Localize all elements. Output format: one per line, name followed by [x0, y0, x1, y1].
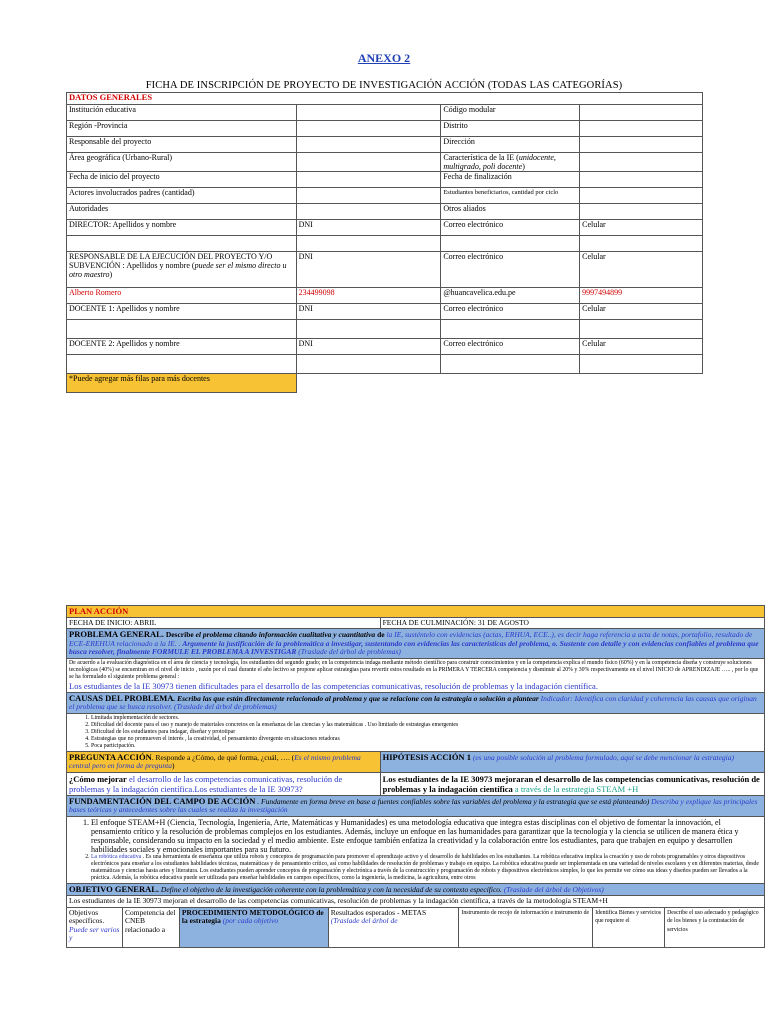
causes-list	[67, 713, 765, 751]
formulated-problem: Los estudiantes de la IE 30973 tienen dificultades para el desarrollo de las competencias comunicativas, resolución de problemas y la indagación científica.	[69, 680, 598, 691]
label-executor-email: Correo electrónico	[441, 252, 580, 288]
label-teacher-1-dni: DNI	[296, 304, 441, 320]
label-responsible: Responsable del proyecto	[67, 137, 297, 153]
field-authorities[interactable]	[296, 204, 441, 220]
label-director-email: Correo electrónico	[441, 220, 580, 236]
field-teacher-1-email[interactable]	[441, 320, 580, 339]
label-other-allies: Otros aliados	[441, 204, 580, 220]
label-director: DIRECTOR: Apellidos y nombre	[67, 220, 297, 236]
field-address[interactable]	[580, 137, 703, 153]
cause-item: 1. Limitada implementación de sectores.	[91, 715, 762, 722]
foundation-header: FUNDAMENTACIÓN DEL CAMPO DE ACCIÓN . Fundamente en forma breve en base a fuentes confiables sobre las variables del problema y la estrategia que se está planteando) Describa y explique las principales bases teóricas y antecedentes sobre las cuales se realiza la investigación	[67, 795, 765, 816]
cause-item: 5. Poca participación.	[91, 743, 762, 750]
label-end-date: Fecha de finalización	[441, 172, 580, 188]
action-plan-header: PLAN ACCIÓN	[67, 606, 765, 618]
label-teacher-2-email: Correo electrónico	[441, 339, 580, 355]
cause-item: 2. Dificultad del docente para el uso y manejo de materiales concretos en la enseñanza de las ciencias y las matemáticas . Uso limitado de estrategias emergentes	[91, 722, 762, 729]
label-director-dni: DNI	[296, 220, 441, 236]
field-actors[interactable]	[296, 188, 441, 204]
foundation-body	[67, 816, 765, 883]
field-district[interactable]	[580, 121, 703, 137]
label-actors: Actores involucrados padres (cantidad)	[67, 188, 297, 204]
general-objective-body: Los estudiantes de la IE 30973 mejoran el desarrollo de las competencias comunicativas, resolución de problemas y la indagación científica, a través de la metodología STEAM+H	[67, 896, 765, 908]
col-instruments: Instrumento de recojo de información e instrumento de	[459, 907, 593, 947]
annex-title: ANEXO 2	[357, 51, 411, 65]
field-director-email[interactable]	[441, 236, 580, 252]
foundation-item-steam: 1. El enfoque STEAM+H (Ciencia, Tecnología, Ingeniería, Arte, Matemáticas y Humanidades) es una metodología educativa que integra estas disciplinas con el objetivo de fomentar la innovación, el pensamiento crítico y la resolución de problemas complejos en los estudiantes. Además, incluye un enfoque en las humanidades para garantizar que la tecnología y la ciencia se utilicen de manera ética y responsable, considerando su impacto en la sociedad y el medio ambiente. Este enfoque también enfatiza la creatividad y la colaboración entre los estudiantes, para que trabajen en equipo y desarrollen habilidades sociales y emocionales importantes para su futuro.	[91, 818, 762, 854]
causes-header: CAUSAS DEL PROBLEMA. Escriba las que están directamente relacionado al problema y que se relacione con la estrategia o solución a plantear Indicador: Identifica con claridad y coherencia las causas que originan el problema que se busca resolver. (Traslade del árbol de problemas)	[67, 692, 765, 713]
label-beneficiaries: Estudiantes beneficiarios, cantidad por ciclo	[441, 188, 580, 204]
col-goods-services: Identifica Bienes y servicios que requiere el	[593, 907, 665, 947]
field-area[interactable]	[296, 153, 441, 172]
field-teacher-2-phone[interactable]	[580, 355, 703, 374]
label-area: Área geográfica (Urbano-Rural)	[67, 153, 297, 172]
label-teacher-2-dni: DNI	[296, 339, 441, 355]
field-teacher-2-name[interactable]	[67, 355, 297, 374]
field-teacher-2-dni[interactable]	[296, 355, 441, 374]
general-data-header: DATOS GENERALES	[67, 93, 703, 105]
cause-item: 4. Estrategias que no promueven el interés , la creatividad, el pensamiento divergente en situaciones retadoras	[91, 736, 762, 743]
label-teacher-1-phone: Celular	[580, 304, 703, 320]
label-teacher-2-phone: Celular	[580, 339, 703, 355]
foundation-item-robotics: 2. La robótica educativa . Es una herramienta de enseñanza que utiliza robots y conceptos de programación para promover el aprendizaje activo y el desarrollo de habilidades en los estudiantes. La robótica educativa implica la creación y uso de robots programables y otros dispositivos electrónicos para enseñar a los estudiantes habilidades técnicas, matemáticas y de pensamiento crítico, así como habilidades de resolución de problemas y trabajo en equipo. La robótica educativa puede ser implementada en una variedad de niveles escolares y en diferentes materias, desde matemáticas y ciencias hasta artes y literatura. Los estudiantes pueden aprender conceptos de programación y electrónica a través de la construcción y programación de robots y dispositivos electrónicos simples, lo que les permite ver cómo sus ideas y diseños pueden ser llevados a la práctica. Además, la robótica educativa puede ser utilizada para enseñar habilidades en campos específicos, como la ingeniería, la medicina, la agricultura, entre otros	[91, 854, 762, 882]
general-problem-header: PROBLEMA GENERAL. Describe el problema citando información cualitativa y cuantitativa de la IE, susténtelo con evidencias (actas, ERHUA, ECE..), es decir haga referencia a acta de notas, portafolio, resultado de ECE-EREHUA relacionado a la IE. . Argumente la justificación de la problemática a investigar, sustentando con evidencias las características del problema, o. Sustente con detalle y con evidencias confiables el problema que busca resolver, finalmente FORMULE EL PROBLEMA A INVESTIGAR (Traslade del árbol de problemas)	[67, 629, 765, 659]
field-teacher-2-email[interactable]	[441, 355, 580, 374]
label-start-date: Fecha de inicio del proyecto	[67, 172, 297, 188]
field-director-dni[interactable]	[296, 236, 441, 252]
col-cneb-competence: Competencia del CNEB relacionado a	[122, 907, 179, 947]
field-end-date[interactable]	[580, 172, 703, 188]
action-question-body: ¿Cómo mejorar el desarrollo de las competencias comunicativas, resolución de problemas y la indagación científica.Los estudiantes de la IE 30973?	[67, 772, 381, 795]
field-other-allies[interactable]	[580, 204, 703, 220]
field-teacher-1-dni[interactable]	[296, 320, 441, 339]
label-modular-code: Código modular	[441, 105, 580, 121]
executor-email[interactable]: @huancavelica.edu.pe	[441, 288, 580, 304]
label-address: Dirección	[441, 137, 580, 153]
field-region[interactable]	[296, 121, 441, 137]
field-characteristic[interactable]	[580, 153, 703, 172]
label-teacher-2: DOCENTE 2: Apellidos y nombre	[67, 339, 297, 355]
hypothesis-body: Los estudiantes de la IE 30973 mejoraran el desarrollo de las competencias comunicativas, resolución de problemas y la indagación científica a través de la estrategia STEAM +H	[380, 772, 764, 795]
action-plan-table	[66, 605, 765, 948]
field-modular-code[interactable]	[580, 105, 703, 121]
label-teacher-1-email: Correo electrónico	[441, 304, 580, 320]
general-objective-header: OBJETIVO GENERAL. Define el objetivo de la investigación coherente con la problemática y con la necesidad de su contexto específico. (Traslade del árbol de Objetivos)	[67, 883, 765, 896]
field-director-phone[interactable]	[580, 236, 703, 252]
col-expected-results: Resultados esperados - METAS (Traslade del árbol de	[328, 907, 459, 947]
label-teacher-1: DOCENTE 1: Apellidos y nombre	[67, 304, 297, 320]
field-institution[interactable]	[296, 105, 441, 121]
field-start-date[interactable]	[296, 172, 441, 188]
form-title: FICHA DE INSCRIPCIÓN DE PROYECTO DE INVESTIGACIÓN ACCIÓN (TODAS LAS CATEGORÍAS)	[145, 80, 623, 91]
label-director-phone: Celular	[580, 220, 703, 236]
col-use-description: Describe el uso adecuado y pedagógico de los bienes y la contratación de servicios	[665, 907, 765, 947]
label-characteristic: Característica de la IE (unidocente, multigrado, poli docente)	[441, 153, 580, 172]
label-institution: Institución educativa	[67, 105, 297, 121]
executor-name[interactable]: Alberto Romero	[67, 288, 297, 304]
action-question-header: PREGUNTA ACCIÓN. Responde a ¿Cómo, de qué forma, ¿cuál, …. (Es el mismo problema central pero en forma de pregunta)	[67, 751, 381, 772]
label-executor-phone: Celular	[580, 252, 703, 288]
field-director-name[interactable]	[67, 236, 297, 252]
field-responsible[interactable]	[296, 137, 441, 153]
executor-phone[interactable]: 9997494899	[580, 288, 703, 304]
hypothesis-header: HIPÓTESIS ACCIÓN 1 (es una posible solución al problema formulado, aquí se debe mencionar la estrategia)	[380, 751, 764, 772]
label-district: Distrito	[441, 121, 580, 137]
plan-end-date: FECHA DE CULMINACIÓN: 31 DE AGOSTO	[380, 617, 764, 629]
field-teacher-1-name[interactable]	[67, 320, 297, 339]
label-region: Región -Provincia	[67, 121, 297, 137]
label-project-executor: RESPONSABLE DE LA EJECUCIÓN DEL PROYECTO Y/O SUBVENCIÓN : Apellidos y nombre (puede ser el mismo directo u otro maestro)	[67, 252, 297, 288]
cause-item: 3. Dificultad de los estudiantes para indagar, diseñar y prototipar	[91, 729, 762, 736]
col-specific-objectives: Objetivos específicos. Puede ser varios y	[67, 907, 123, 947]
field-beneficiaries[interactable]	[580, 188, 703, 204]
executor-dni[interactable]: 234499098	[296, 288, 441, 304]
field-teacher-1-phone[interactable]	[580, 320, 703, 339]
col-methodological-procedure: PROCEDIMIENTO METODOLÓGICO de la estrategia (por cada objetivo	[179, 907, 328, 947]
general-problem-body: De acuerdo a la evaluación diagnóstica en el área de ciencia y tecnología, los estudiantes del segundo grado; en la competencia indaga mediante método científico para construir conocimientos y en la competencia explica el mundo físico (60%) y en la competencia diseña y construye soluciones tecnológicas (40%) se encuentran en el nivel de inicio , razón por el cual durante el año lectivo se propone aplicar estrategias para revertir estos resultado en la PRIMERA Y TERCERA competencia y disminuir al 20% y 30% respectivamente en el nivel INICIO de APRENDIZAJE ….. , por lo que se ha formulado el siguiente problema general : Los estudiantes de la IE 30973 tienen dificultades para el desarrollo de las competencias comunicativas, resolución de problemas y la indagación científica.	[67, 658, 765, 692]
plan-start-date: FECHA DE INICIO: ABRIL	[67, 617, 381, 629]
add-rows-note: *Puede agregar más filas para más docentes	[67, 374, 297, 393]
label-authorities: Autoridades	[67, 204, 297, 220]
general-data-table	[66, 92, 703, 393]
label-executor-dni: DNI	[296, 252, 441, 288]
